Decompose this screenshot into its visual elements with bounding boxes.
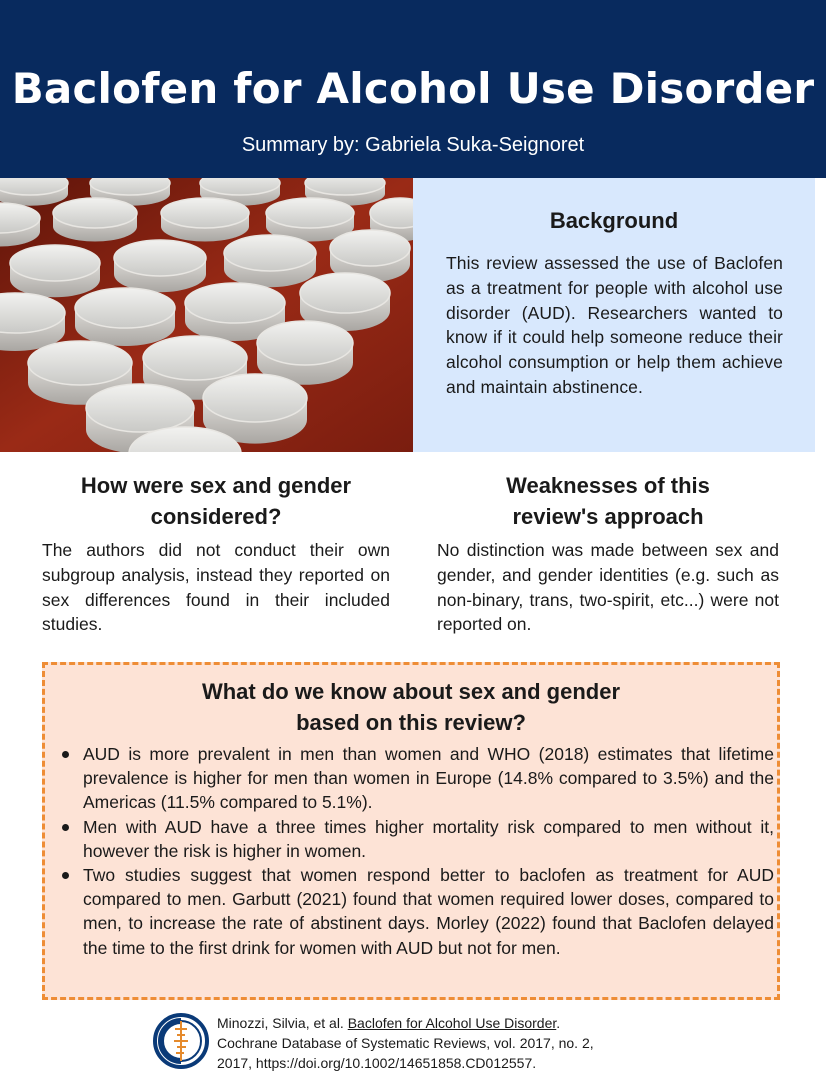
pill-top (266, 198, 354, 228)
citation-suffix: . (556, 1015, 561, 1031)
cochrane-logo-icon (153, 1013, 209, 1069)
pills-photo (0, 178, 413, 452)
citation-title-link[interactable]: Baclofen for Alcohol Use Disorder (347, 1015, 557, 1031)
sex-gender-heading-line1: How were sex and gender (80, 473, 352, 498)
pill-top (75, 288, 175, 328)
weaknesses-section (437, 470, 779, 637)
bullet-icon (62, 824, 69, 831)
weaknesses-heading-line1: Weaknesses of this (506, 473, 710, 498)
pill-top (53, 198, 137, 228)
list-item (62, 863, 774, 960)
background-heading: Background (549, 208, 679, 233)
weaknesses-text: No distinction was made between sex and gender, and gender identities (e.g. such as non-binary, trans, two-spirit, etc...) were not reported on. (437, 540, 779, 635)
pill-top (185, 283, 285, 323)
list-item (62, 815, 774, 863)
pill-top (257, 321, 353, 365)
knowledge-panel (42, 662, 780, 1000)
weaknesses-heading-line2: review's approach (512, 504, 704, 529)
pill-top (300, 273, 390, 313)
bullet-icon (62, 872, 69, 879)
pill-top (203, 374, 307, 422)
pill-top (114, 240, 206, 276)
list-item-text: Two studies suggest that women respond better to baclofen as treatment for AUD compared to men. Garbutt (2021) found that women required lower doses, compared to men, to increase the rate of abstinent days. Morley (2022) found that Baclofen delayed the time to the first drink for women with AUD but not for men. (83, 865, 774, 958)
citation-line3: 2017, https://doi.org/10.1002/14651858.CD012557. (217, 1055, 537, 1071)
pill-top (86, 384, 194, 432)
page-title: Baclofen for Alcohol Use Disorder (11, 64, 815, 113)
list-item-text: Men with AUD have a three times higher mortality risk compared to men without it, however the risk is higher in women. (83, 816, 774, 861)
bullet-icon (62, 751, 69, 758)
list-item (62, 742, 774, 815)
sex-gender-heading-line2: considered? (150, 504, 282, 529)
citation-line2: Cochrane Database of Systematic Reviews, vol. 2017, no. 2, (217, 1035, 594, 1051)
background-text: This review assessed the use of Baclofen as a treatment for people with alcohol use disorder (AUD). Researchers wanted to know if it could help someone reduce their alcohol consumption or help them achieve and maintain abstinence. (446, 253, 783, 397)
pill-top (143, 336, 247, 380)
background-panel (413, 178, 815, 452)
pill-top (161, 198, 249, 228)
header-banner (0, 0, 826, 178)
sex-gender-heading (42, 470, 390, 532)
citation-prefix: Minozzi, Silvia, et al. (217, 1015, 348, 1031)
pill-top (28, 341, 132, 385)
weaknesses-heading (437, 470, 779, 532)
citation (217, 1013, 637, 1073)
page-subtitle: Summary by: Gabriela Suka-Seignoret (241, 134, 585, 156)
list-item-text: AUD is more prevalent in men than women and WHO (2018) estimates that lifetime prevalence is higher for men than women in Europe (14.8% compared to 3.5%) and the Americas (11.5% compared to 5.1%). (83, 744, 774, 813)
sex-gender-section (42, 470, 390, 637)
pill-top (10, 245, 100, 281)
pill-top (224, 235, 316, 271)
knowledge-heading-line2: based on this review? (296, 710, 526, 735)
knowledge-list (62, 742, 774, 960)
pill-top (330, 230, 410, 266)
knowledge-heading-line1: What do we know about sex and gender (201, 679, 621, 704)
knowledge-heading (45, 676, 777, 738)
sex-gender-text: The authors did not conduct their own subgroup analysis, instead they reported on sex differences found in their included studies. (42, 540, 390, 635)
